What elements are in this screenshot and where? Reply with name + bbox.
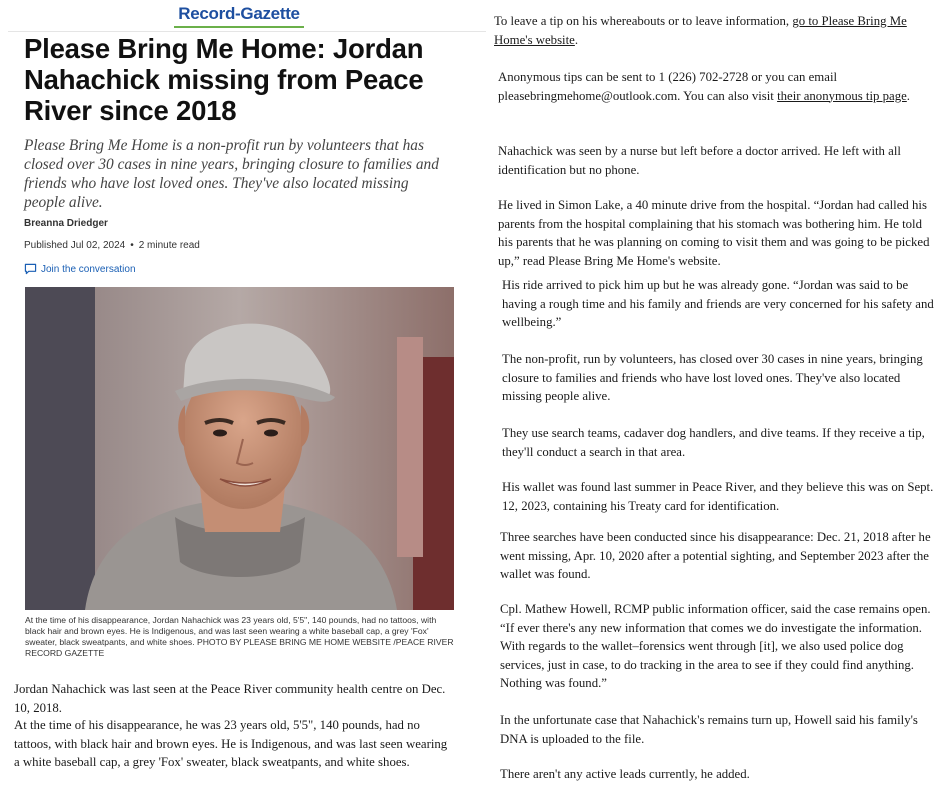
masthead-divider (8, 31, 486, 32)
tip-text: To leave a tip on his whereabouts or to leave information, (494, 14, 793, 28)
separator-dot: • (130, 240, 134, 251)
article-headline: Please Bring Me Home: Jordan Nahachick missing from Peace River since 2018 (24, 33, 424, 126)
join-conversation-label[interactable]: Join the conversation (41, 263, 136, 275)
please-bring-me-home-website-link[interactable]: go to Please Bring Me Home's website (494, 14, 907, 47)
right-paragraph-9: In the unfortunate case that Nahachick's remains turn up, Howell said his family's DNA is uploaded to the file. (500, 713, 918, 746)
publish-info (24, 240, 200, 251)
tip-text-end: . (574, 32, 579, 47)
right-paragraph-4: The non-profit, run by volunteers, has closed over 30 cases in nine years, bringing closure to families and friends who have lost loved ones. They've also located missing people alive. (502, 352, 923, 403)
right-paragraph-3: His ride arrived to pick him up but he was already gone. “Jordan was said to be having a rough time and his family and friends are very concerned for his safety and wellbeing.” (502, 278, 934, 329)
right-paragraph-8: Cpl. Mathew Howell, RCMP public information officer, said the case remains open. “If ever there's any new information that comes we do investigate the information. With regards to the wallet–forensics went through [it], we also used police dog services, just in case, to do tracking in the area to see if they could find anything. Nothing was found.” (500, 602, 931, 690)
right-paragraph-5: They use search teams, cadaver dog handlers, and dive teams. If they receive a tip, they'll conduct a search in that area. (502, 426, 925, 459)
author-byline[interactable]: Breanna Driedger (24, 218, 108, 229)
right-paragraph-7: Three searches have been conducted since his disappearance: Dec. 21, 2018 after he went missing, Apr. 10, 2020 after a potential sighting, and September 2023 after the wallet was found. (500, 530, 931, 581)
right-paragraph-2: He lived in Simon Lake, a 40 minute drive from the hospital. “Jordan had called his parents from the hospital complaining that his stomach was bothering him. He told his parents that he was planning on coming to visit them and was going to be picked up,” read Please Bring Me Home's website. (498, 198, 930, 268)
left-paragraph-2: At the time of his disappearance, he was 23 years old, 5'5", 140 pounds, had no tattoos, with black hair and brown eyes. He is Indigenous, and was last seen wearing a white baseball cap, a grey 'Fox' sweater, black sweatpants, and white shoes. (14, 718, 448, 769)
left-paragraph-1: Jordan Nahachick was last seen at the Peace River community health centre on Dec. 10, 2018. (14, 682, 446, 715)
read-time: 2 minute read (138, 240, 200, 251)
right-paragraph-1: Nahachick was seen by a nurse but left before a doctor arrived. He left with all identification but no phone. (498, 144, 901, 177)
anonymous-tip-page-link[interactable]: their anonymous tip page (777, 88, 907, 103)
anon-text: Anonymous tips can be sent to 1 (226) 702-2728 or you can email pleasebringmehome@outlook.com. You can also visit (498, 70, 838, 103)
comment-icon (24, 263, 37, 275)
portrait-illustration (25, 287, 454, 610)
article-dek: Please Bring Me Home is a non-profit run by volunteers that has closed over 30 cases in nine years, bringing closure to families and friends who have lost loved ones. They've also located missing people alive. (24, 137, 439, 211)
right-paragraph-10: There aren't any active leads currently, he added. (500, 767, 750, 781)
publish-date: Published Jul 02, 2024 (24, 240, 126, 251)
tip-paragraph (494, 12, 936, 49)
photo-caption: At the time of his disappearance, Jordan Nahachick was 23 years old, 5'5", 140 pounds, had no tattoos, with black hair and brown eyes. He is Indigenous, and was last seen wearing a white baseball cap, a grey 'Fox' sweater, black sweatpants, and white shoes. PHOTO BY PLEASE BRING ME HOME WEBSITE /PEACE RIVER RECORD GAZETTE (25, 615, 454, 658)
anonymous-tips-paragraph (498, 68, 918, 105)
masthead-logo[interactable]: Record-Gazette (174, 4, 304, 28)
join-conversation-link[interactable] (24, 263, 136, 275)
article-photo (25, 287, 454, 610)
anon-text-end: . (906, 88, 910, 103)
right-paragraph-6: His wallet was found last summer in Peace River, and they believe this was on Sept. 12, 2023, containing his Treaty card for identification. (502, 480, 934, 513)
